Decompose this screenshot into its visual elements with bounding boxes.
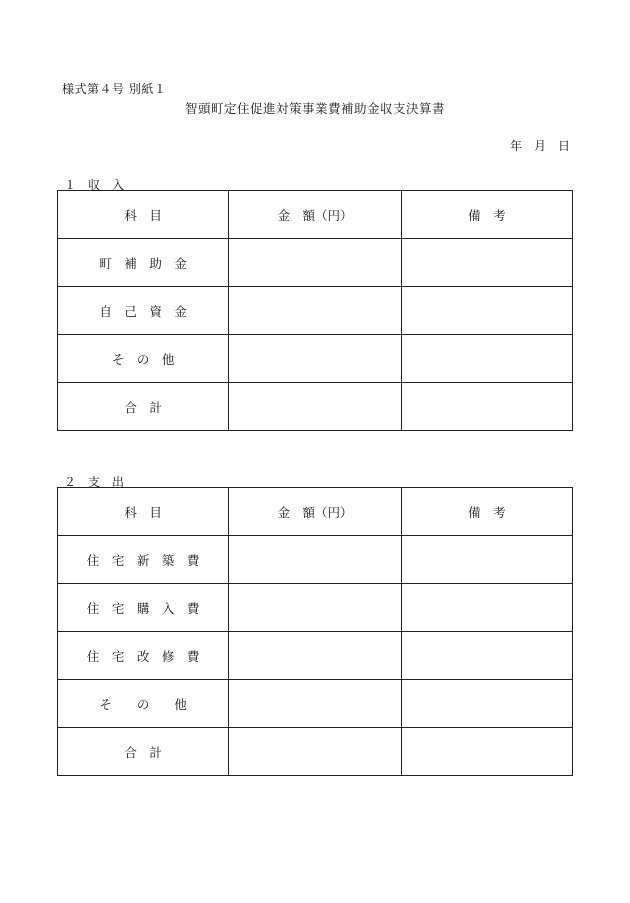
expense-notes-cell[interactable] [401,680,572,728]
expense-row-total [58,728,573,776]
income-row-other [58,335,573,383]
expense-row-renovation [58,632,573,680]
income-amount-cell[interactable] [229,239,401,287]
expense-item-cell: そ の 他 [58,680,229,728]
income-amount-cell[interactable] [229,287,401,335]
expense-amount-cell[interactable] [229,584,401,632]
income-header-item: 科 目 [58,191,229,239]
expense-header-notes: 備 考 [401,488,572,536]
expense-amount-cell[interactable] [229,680,401,728]
income-row-total [58,383,573,431]
date-line: 年 月 日 [509,139,570,153]
expense-header-item: 科 目 [58,488,229,536]
document-title: 智頭町定住促進対策事業費補助金収支決算書 [184,101,445,116]
expense-row-other [58,680,573,728]
income-section-label: １ 収 入 [64,178,125,192]
income-table [57,190,573,431]
income-item-cell: そ の 他 [58,335,229,383]
income-row-own-funds [58,287,573,335]
income-amount-cell[interactable] [229,383,401,431]
expense-amount-cell[interactable] [229,728,401,776]
income-notes-cell[interactable] [401,335,572,383]
income-amount-cell[interactable] [229,335,401,383]
expense-item-cell: 住 宅 改 修 費 [58,632,229,680]
income-item-cell: 町 補 助 金 [58,239,229,287]
income-item-cell: 自 己 資 金 [58,287,229,335]
expense-item-cell: 住 宅 購 入 費 [58,584,229,632]
income-notes-cell[interactable] [401,239,572,287]
form-number: 様式第４号 別紙１ [62,82,167,96]
expense-table [57,487,573,776]
expense-header-amount: 金 額（円） [229,488,401,536]
expense-item-cell: 住 宅 新 築 費 [58,536,229,584]
expense-amount-cell[interactable] [229,632,401,680]
expense-row-purchase [58,584,573,632]
income-item-cell: 合 計 [58,383,229,431]
income-notes-cell[interactable] [401,383,572,431]
expense-item-cell: 合 計 [58,728,229,776]
income-notes-cell[interactable] [401,287,572,335]
expense-section-label: ２ 支 出 [64,475,125,489]
income-header-row [58,191,573,239]
expense-header-row [58,488,573,536]
income-header-notes: 備 考 [401,191,572,239]
income-row-town-subsidy [58,239,573,287]
expense-amount-cell[interactable] [229,536,401,584]
expense-notes-cell[interactable] [401,584,572,632]
expense-row-new-construction [58,536,573,584]
income-header-amount: 金 額（円） [229,191,401,239]
expense-notes-cell[interactable] [401,728,572,776]
expense-notes-cell[interactable] [401,632,572,680]
expense-notes-cell[interactable] [401,536,572,584]
